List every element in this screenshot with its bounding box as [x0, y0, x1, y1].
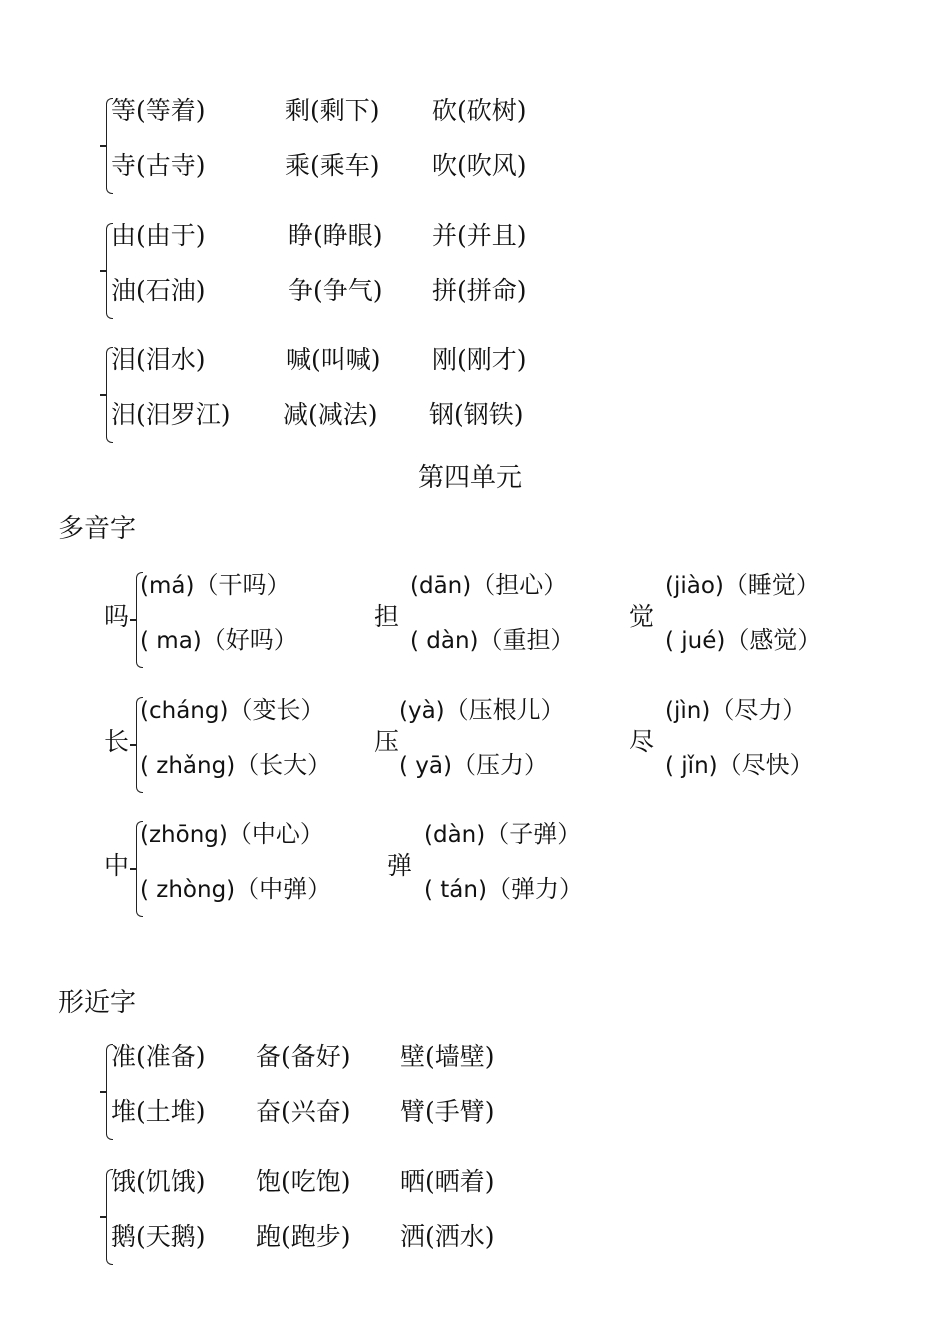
word-item: 油(石油) — [111, 276, 206, 305]
reading-line — [424, 874, 583, 905]
pinyin: ( ma) — [140, 628, 202, 654]
reading-line — [665, 695, 806, 726]
word-item: 钢(钢铁) — [429, 400, 524, 429]
gloss: （感觉） — [725, 626, 822, 654]
pinyin: (zhōng) — [140, 822, 228, 848]
reading-line — [410, 570, 567, 601]
word-item: 乘(乘车) — [285, 151, 380, 180]
polyphonic-char: 长 — [104, 727, 130, 756]
reading-line — [410, 625, 575, 656]
gloss: （担心） — [471, 571, 568, 599]
word-item: 壁(墙壁) — [400, 1042, 495, 1071]
reading-line — [140, 570, 290, 601]
gloss: （弹力） — [486, 875, 583, 903]
word-item: 洒(洒水) — [400, 1222, 495, 1251]
word-item: 晒(晒着) — [400, 1167, 495, 1196]
reading-line — [399, 695, 565, 726]
section-label-polyphonic: 多音字 — [58, 514, 137, 544]
word-item: 争(争气) — [288, 276, 383, 305]
pinyin: (yà) — [399, 698, 445, 724]
gloss: （子弹） — [485, 820, 582, 848]
word-item: 奋(兴奋) — [256, 1097, 351, 1126]
reading-line — [140, 625, 298, 656]
gloss: （压力） — [451, 751, 548, 779]
gloss: （睡觉） — [723, 571, 820, 599]
gloss: （尽快） — [717, 751, 814, 779]
word-item: 砍(砍树) — [432, 96, 527, 125]
pinyin: ( zhǎng) — [140, 753, 236, 779]
pinyin: (dàn) — [424, 822, 486, 848]
word-item: 备(备好) — [256, 1042, 351, 1071]
gloss: （长大） — [235, 751, 332, 779]
reading-line — [399, 750, 548, 781]
reading-line — [140, 874, 331, 905]
gloss: （重担） — [478, 626, 575, 654]
gloss: （中弹） — [235, 875, 332, 903]
pinyin: (jiào) — [665, 573, 724, 599]
word-item: 堆(土堆) — [111, 1097, 206, 1126]
unit-title: 第四单元 — [418, 463, 523, 493]
word-item: 准(准备) — [111, 1042, 206, 1071]
word-item: 刚(刚才) — [432, 345, 527, 374]
word-item: 减(减法) — [283, 400, 378, 429]
polyphonic-char: 弹 — [387, 851, 413, 880]
pinyin: ( tán) — [424, 877, 487, 903]
reading-line — [140, 819, 324, 850]
word-item: 寺(古寺) — [111, 151, 206, 180]
polyphonic-char: 中 — [104, 851, 130, 880]
pinyin: ( zhòng) — [140, 877, 236, 903]
pinyin: (má) — [140, 573, 195, 599]
word-item: 跑(跑步) — [256, 1222, 351, 1251]
word-item: 并(并且) — [432, 221, 527, 250]
word-item: 泪(泪水) — [111, 345, 206, 374]
word-item: 由(由于) — [111, 221, 206, 250]
reading-line — [424, 819, 581, 850]
word-item: 饿(饥饿) — [111, 1167, 206, 1196]
word-item: 臂(手臂) — [400, 1097, 495, 1126]
gloss: （尽力） — [710, 696, 807, 724]
word-item: 等(等着) — [111, 96, 206, 125]
reading-line — [665, 570, 820, 601]
word-item: 睁(睁眼) — [288, 221, 383, 250]
pinyin: (jìn) — [665, 698, 711, 724]
gloss: （变长） — [228, 696, 325, 724]
word-item: 吹(吹风) — [432, 151, 527, 180]
gloss: （干吗） — [194, 571, 291, 599]
pinyin: ( jǐn) — [665, 753, 718, 779]
word-item: 饱(吃饱) — [256, 1167, 351, 1196]
reading-line — [665, 625, 821, 656]
reading-line — [665, 750, 814, 781]
word-item: 汨(汨罗江) — [111, 400, 231, 429]
gloss: （好吗） — [201, 626, 298, 654]
reading-line — [140, 695, 324, 726]
word-item: 拼(拼命) — [432, 276, 527, 305]
pinyin: (dān) — [410, 573, 472, 599]
polyphonic-char: 吗 — [104, 602, 130, 631]
word-item: 鹅(天鹅) — [111, 1222, 206, 1251]
polyphonic-char: 尽 — [629, 727, 655, 756]
polyphonic-char: 觉 — [629, 602, 655, 631]
word-item: 剩(剩下) — [285, 96, 380, 125]
gloss: （中心） — [227, 820, 324, 848]
section-label-similar: 形近字 — [58, 988, 137, 1018]
gloss: （压根儿） — [444, 696, 565, 724]
pinyin: ( dàn) — [410, 628, 479, 654]
pinyin: ( jué) — [665, 628, 726, 654]
pinyin: ( yā) — [399, 753, 452, 779]
polyphonic-char: 压 — [374, 727, 400, 756]
reading-line — [140, 750, 331, 781]
word-item: 喊(叫喊) — [286, 345, 381, 374]
pinyin: (cháng) — [140, 698, 229, 724]
polyphonic-char: 担 — [374, 602, 400, 631]
